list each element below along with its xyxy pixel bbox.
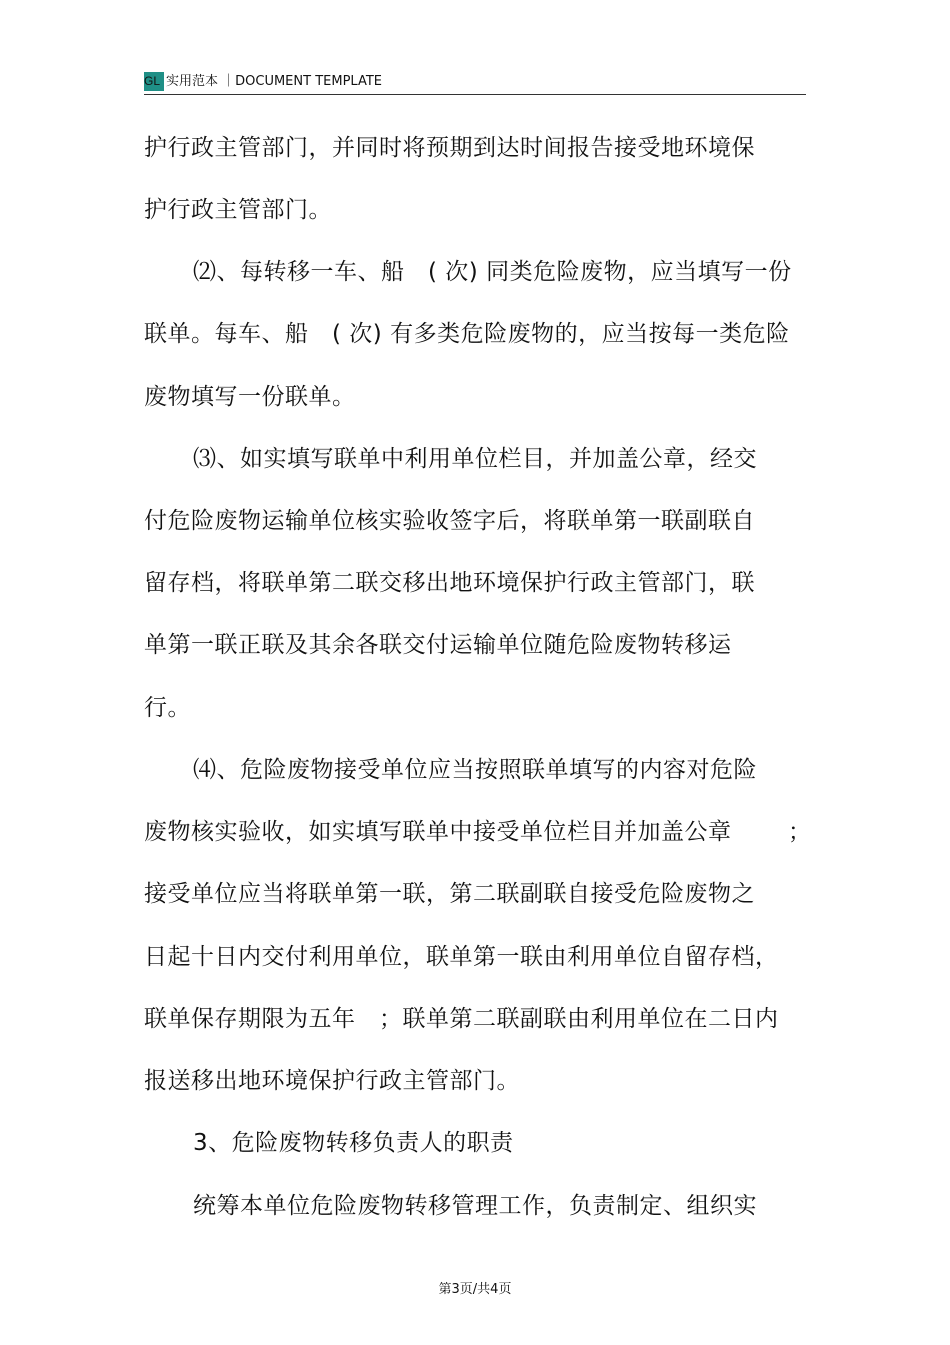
text-line: 统筹本单位危险废物转移管理工作，负责制定、组织实 xyxy=(193,1193,757,1219)
text-line: 报送移出地环境保护行政主管部门。 xyxy=(144,1068,520,1094)
text-line: 接受单位应当将联单第一联，第二联副联自接受危险废物之 xyxy=(144,881,755,907)
gl-logo: GL xyxy=(144,72,164,91)
text-line: ⑷、危险废物接受单位应当按照联单填写的内容对危险 xyxy=(193,757,757,783)
text-line: 护行政主管部门。 xyxy=(144,197,332,223)
text-line: 单第一联正联及其余各联交付运输单位随危险废物转移运 xyxy=(144,632,732,658)
text-line: ⑵、每转移一车、船 ( 次) 同类危险废物，应当填写一份 xyxy=(193,259,792,285)
page-header xyxy=(144,70,806,95)
section-heading: 3、危险废物转移负责人的职责 xyxy=(193,1130,514,1156)
text-line: 废物核实验收，如实填写联单中接受单位栏目并加盖公章 xyxy=(144,819,732,845)
text-line: 留存档，将联单第二联交移出地环境保护行政主管部门，联 xyxy=(144,570,755,596)
text-line-semicolon: ； xyxy=(788,819,812,845)
page-number: 第3页/共4页 xyxy=(438,1282,512,1297)
text-line: 付危险废物运输单位核实验收签字后，将联单第一联副联自 xyxy=(144,508,755,534)
text-line: 护行政主管部门，并同时将预期到达时间报告接受地环境保 xyxy=(144,135,755,161)
text-line: ⑶、如实填写联单中利用单位栏目，并加盖公章，经交 xyxy=(193,446,757,472)
text-line: 联单。每车、船 ( 次) 有多类危险废物的，应当按每一类危险 xyxy=(144,321,790,347)
header-title: 实用范本 ｜DOCUMENT TEMPLATE xyxy=(166,74,382,89)
text-line: 废物填写一份联单。 xyxy=(144,384,356,410)
text-line: 联单保存期限为五年 ；联单第二联副联由利用单位在二日内 xyxy=(144,1006,779,1032)
text-line: 行。 xyxy=(144,695,191,721)
text-line: 日起十日内交付利用单位，联单第一联由利用单位自留存档， xyxy=(144,944,779,970)
